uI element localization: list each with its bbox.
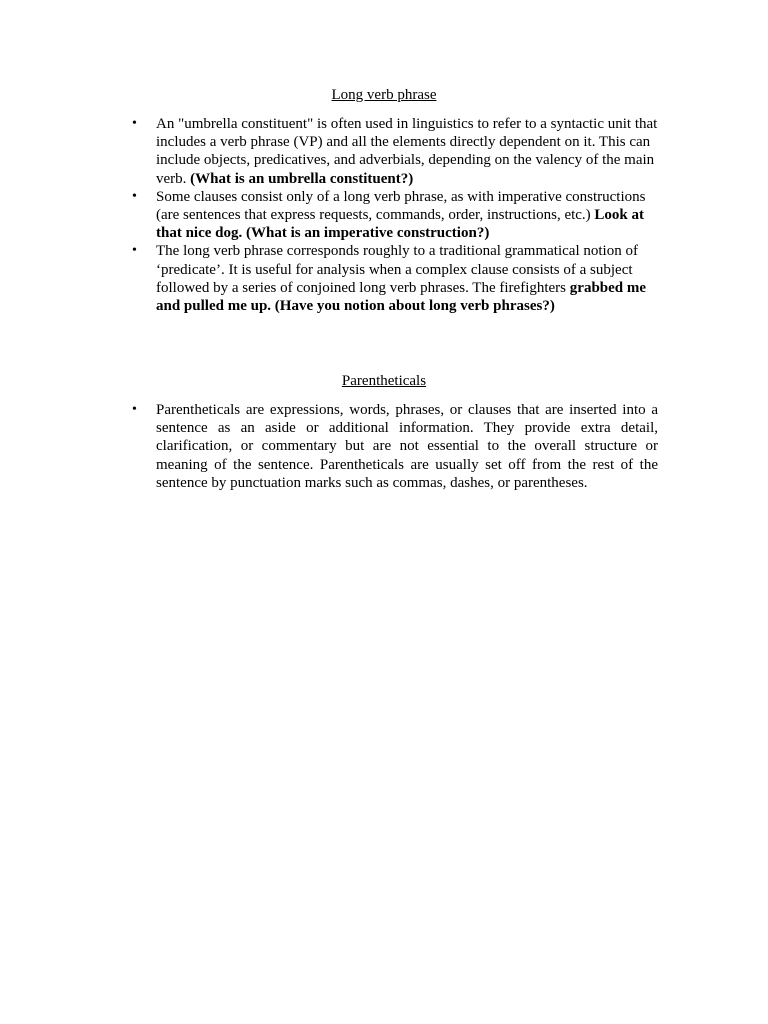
bullet-icon: • [132, 402, 137, 417]
item-text: An "umbrella constituent" is often used in linguistics to refer to a syntactic unit that includes a verb phrase (VP) and all the elements directly dependent on it. This can include objects, predicatives, and adverbials, depending on the valency of the main verb. [156, 116, 658, 187]
item-question: (What is an umbrella constituent?) [190, 170, 414, 187]
long-verb-phrase-list [132, 115, 658, 315]
list-item [132, 242, 658, 315]
list-item [132, 188, 658, 243]
item-example-question: Look at that nice dog. (What is an imperative construction?) [156, 207, 645, 242]
item-example-question: grabbed me and pulled me up. (Have you notion about long verb phrases?) [156, 279, 647, 315]
parentheticals-list [132, 401, 658, 492]
bullet-icon: • [132, 116, 137, 131]
section-title-parentheticals: Parentheticals [341, 373, 427, 389]
list-item [132, 401, 658, 492]
item-text: The long verb phrase corresponds roughly to a traditional grammatical notion of ‘predicate’. It is useful for analysis when a complex clause consists of a subject followed by a series of conjoined long verb phrases. The firefighters [156, 243, 638, 296]
item-text: Some clauses consist only of a long verb phrase, as with imperative constructions (are sentences that express requests, commands, order, instructions, etc.) [156, 188, 646, 224]
item-text: Parentheticals are expressions, words, phrases, or clauses that are inserted into a sentence as an aside or additional information. They provide extra detail, clarification, or commentary but are not essential to the overall structure or meaning of the sentence. Parentheticals are usually set off from the rest of the sentence by punctuation marks such as commas, dashes, or parentheses. [156, 402, 658, 491]
list-item [132, 115, 658, 188]
section-title-long-verb-phrase: Long verb phrase [331, 87, 437, 103]
bullet-icon: • [132, 243, 137, 259]
bullet-icon: • [132, 188, 137, 204]
